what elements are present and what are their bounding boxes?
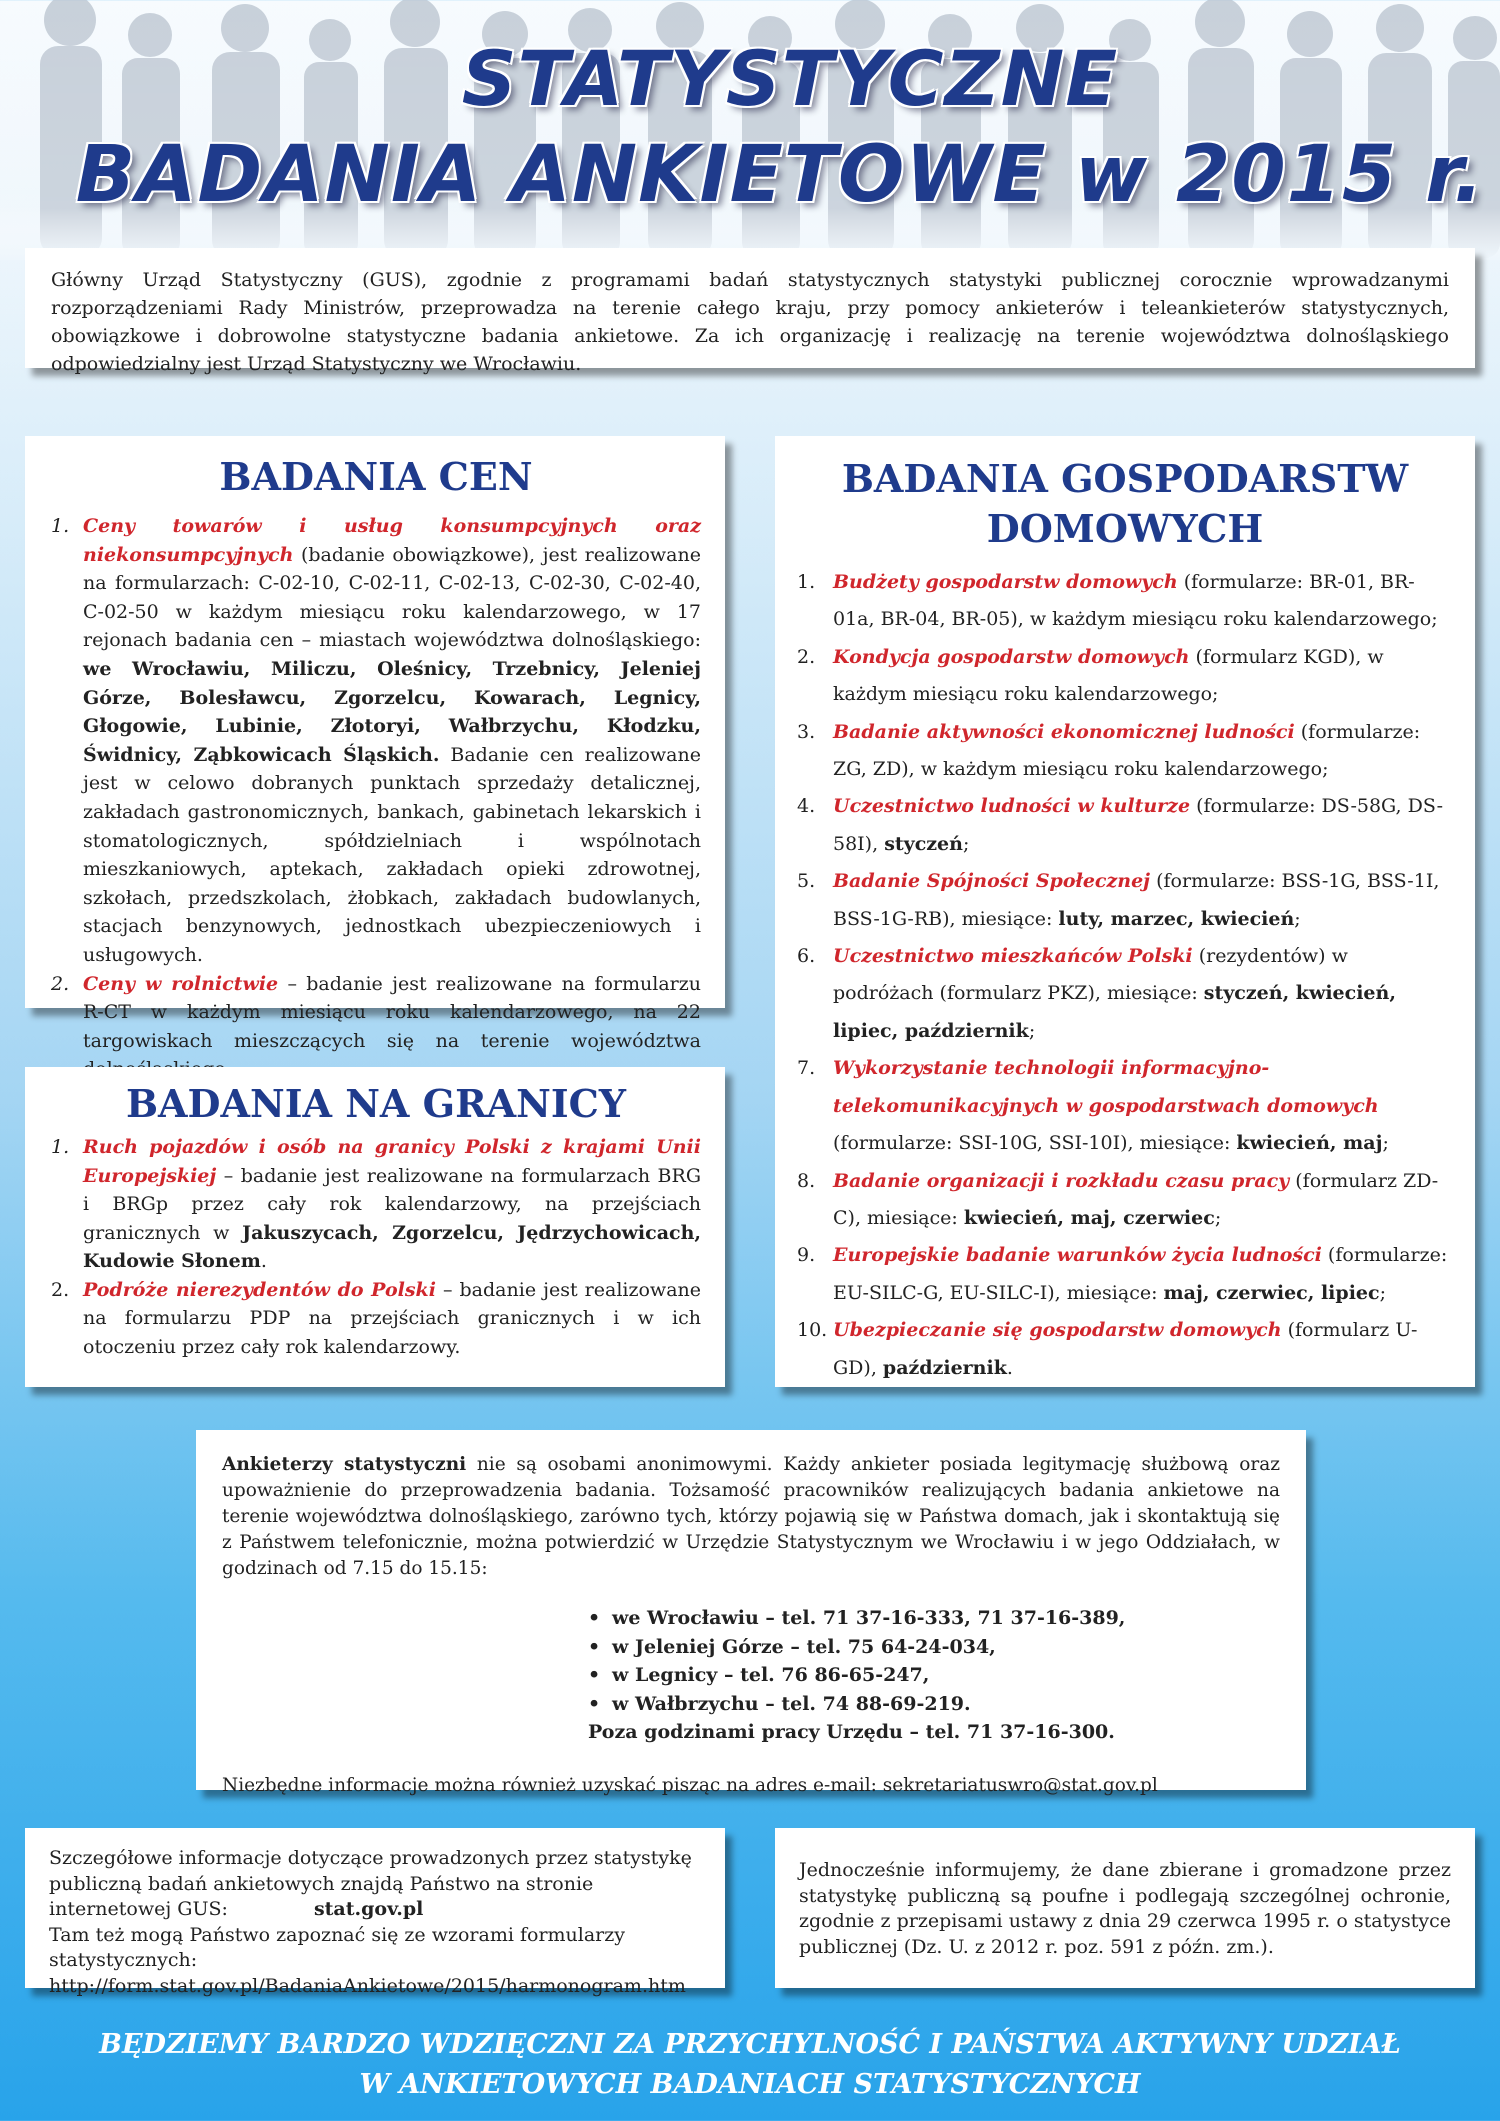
list-item bbox=[797, 938, 1453, 1050]
survey-description: – badanie jest realizowane na formularzu PDP na przejściach granicznych i w ich otoczeniu przez cały rok kalendarzowy. bbox=[83, 1278, 702, 1358]
list-item-number: 5. bbox=[797, 870, 816, 893]
ankieterzy-lead: Ankieterzy statystyczni bbox=[222, 1454, 467, 1475]
survey-description: (formularz ZD-C), miesiące: bbox=[833, 1169, 1439, 1229]
survey-months: październik bbox=[882, 1356, 1007, 1379]
list-item-number: 10. bbox=[797, 1319, 828, 1342]
survey-months: luty, marzec, kwiecień bbox=[1058, 907, 1295, 930]
phone-contacts bbox=[588, 1604, 1280, 1747]
confidentiality-text: Jednocześnie informujemy, że dane zbierane i gromadzone przez statystykę publiczną są poufne i podlegają szczególnej ochronie, zgodnie z przepisami ustawy z dnia 29 czerwca 1995 r. o statystyce publicznej (Dz. U. z 2012 r. poz. 591 z późn. zm.). bbox=[799, 1859, 1451, 1958]
ankieterzy-text: nie są osobami anonimowymi. Każdy ankieter posiada legitymację służbową oraz upoważnienie do przeprowadzenia badania. Tożsamość pracowników realizujących badania ankietowe na terenie województwa dolnośląskiego, zarówno tych, którzy pojawią się w Państwa domach, jak i skontaktują się z Państwem telefonicznie, można potwierdzić w Urzędzie Statystycznym we Wrocławiu i w jego Oddziałach, w godzinach od 7.15 do 15.15: bbox=[222, 1454, 1280, 1579]
punctuation: ; bbox=[1382, 1132, 1389, 1155]
intro-text: Główny Urząd Statystyczny (GUS), zgodnie z programami badań statystycznych statystyki publicznej corocznie wprowadzanymi rozporządzeniami Rady Ministrów, przeprowadza na terenie całego kraju, przy pomocy ankieterów i teleankieterów statystycznych, obowiązkowe i dobrowolne statystyczne badania ankietowe. Za ich organizację i realizację na terenie województwa dolnośląskiego odpowiedzialny jest Urząd Statystyczny we Wrocławiu. bbox=[51, 269, 1449, 375]
survey-months: kwiecień, maj bbox=[1236, 1132, 1383, 1155]
punctuation: ; bbox=[1379, 1281, 1386, 1304]
website-info-text bbox=[49, 1846, 701, 1923]
survey-name: Europejskie badanie warunków życia ludności bbox=[833, 1244, 1322, 1267]
badania-na-granicy-heading: BADANIA NA GRANICY bbox=[125, 1081, 627, 1126]
list-item-number: 2. bbox=[51, 1278, 70, 1301]
survey-name: Kondycja gospodarstw domowych bbox=[833, 645, 1190, 668]
punctuation: . bbox=[260, 1250, 267, 1272]
phone-contact-item: • w Jeleniej Górze – tel. 75 64-24-034, bbox=[588, 1633, 1280, 1662]
list-item bbox=[797, 714, 1453, 789]
survey-name: Budżety gospodarstw domowych bbox=[833, 571, 1178, 593]
badania-gospodarstw-domowych-heading: BADANIA GOSPODARSTW DOMOWYCH bbox=[841, 456, 1409, 551]
survey-description: (formularze: EU-SILC-G, EU-SILC-I), miesiące: bbox=[833, 1244, 1448, 1304]
badania-cen-box bbox=[25, 436, 725, 1052]
intro-box bbox=[25, 248, 1475, 375]
survey-description-cont: Badanie cen realizowane jest w celowo dobranych punktach sprzedaży detalicznej, zakładach gastronomicznych, bankach, gabinetach lekarskich i stomatologicznych, spółdzielniach i wspólnotach mieszkaniowych, aptekach, zakładach opieki zdrowotnej, szkołach, przedszkolach, żłobkach, zakładach budowlanych, stacjach benzynowych, jednostkach ubezpieczeniowych i usługowych. bbox=[83, 743, 701, 966]
list-item-number: 4. bbox=[797, 795, 816, 818]
survey-description: – badanie jest realizowane na formularzach BRG i BRGp przez cały rok kalendarzowy, na przejściach granicznych w bbox=[83, 1164, 701, 1244]
forms-info-line: Tam też mogą Państwo zapoznać się ze wzorami formularzy statystycznych: bbox=[49, 1923, 626, 1971]
email-contact-line: Niezbędne informacje można również uzyskać pisząc na adres e-mail: sekretariatuswro@stat.gov.pl bbox=[222, 1774, 1158, 1796]
list-item-number: 3. bbox=[797, 720, 816, 743]
cities-list: we Wrocławiu, Miliczu, Oleśnicy, Trzebnicy, Jeleniej Górze, Bolesławcu, Zgorzelcu, Kowarach, Legnicy, Głogowie, Lubinie, Złotoryi, Wałbrzychu, Kłodzku, Świdnicy, Ząbkowicach Śląskich. bbox=[83, 657, 701, 766]
border-crossings-list: Jakuszycach, Zgorzelcu, Jędrzychowicach, Kudowie Słonem bbox=[83, 1221, 701, 1272]
list-item bbox=[797, 863, 1453, 938]
punctuation: . bbox=[1006, 1356, 1013, 1379]
footer-thanks-line-1: BĘDZIEMY BARDZO WDZIĘCZNI ZA PRZYCHYLNOŚĆ I PAŃSTWA AKTYWNY UDZIAŁ bbox=[99, 2029, 1401, 2060]
survey-name: Ceny w rolnictwie bbox=[83, 972, 279, 995]
list-item-number: 6. bbox=[797, 945, 816, 968]
list-item bbox=[797, 564, 1453, 639]
list-item bbox=[51, 1276, 701, 1362]
list-item-number: 2. bbox=[51, 972, 70, 995]
punctuation: ; bbox=[1028, 1019, 1036, 1042]
survey-months: kwiecień, maj, czerwiec bbox=[963, 1206, 1215, 1229]
badania-na-granicy-box bbox=[25, 1067, 725, 1387]
phone-contact-item: • w Wałbrzychu – tel. 74 88-69-219. bbox=[588, 1690, 1280, 1719]
website-link[interactable]: stat.gov.pl bbox=[313, 1898, 424, 1920]
forms-url-link[interactable]: http://form.stat.gov.pl/BadaniaAnkietowe/2015/harmonogram.htm bbox=[49, 1974, 686, 1997]
survey-name: Uczestnictwo ludności w kulturze bbox=[833, 795, 1191, 818]
ankieterzy-paragraph bbox=[222, 1452, 1280, 1582]
list-item bbox=[797, 1237, 1453, 1312]
confidentiality-info-box bbox=[775, 1828, 1475, 1988]
badania-na-granicy-list bbox=[51, 1133, 701, 1361]
poster-title-line-2: BADANIA ANKIETOWE w 2015 r. bbox=[75, 130, 1485, 220]
survey-description: (formularze: SSI-10G, SSI-10I), miesiące: bbox=[833, 1132, 1237, 1155]
list-item bbox=[51, 1133, 701, 1276]
survey-description: (formularze: DS-58G, DS-58I), bbox=[833, 795, 1443, 855]
punctuation: ; bbox=[1214, 1206, 1222, 1229]
survey-description: (formularz U-GD), bbox=[833, 1319, 1418, 1379]
badania-gospodarstw-domowych-box bbox=[775, 436, 1475, 1387]
list-item-number: 2. bbox=[797, 645, 816, 668]
survey-name: Ubezpieczanie się gospodarstw domowych bbox=[833, 1319, 1282, 1342]
list-item bbox=[797, 1050, 1453, 1162]
survey-name: Podróże nierezydentów do Polski bbox=[83, 1278, 436, 1301]
badania-cen-list bbox=[51, 512, 701, 1084]
survey-name: Wykorzystanie technologii informacyjno-telekomunikacyjnych w gospodarstwach domowych bbox=[833, 1057, 1379, 1117]
website-info-line: Szczegółowe informacje dotyczące prowadzonych przez statystykę publiczną badań ankietowych znajdą Państwo na stronie internetowej GUS: bbox=[49, 1847, 692, 1920]
punctuation: ; bbox=[962, 832, 970, 855]
survey-description: (formularze: ZG, ZD), w każdym miesiącu roku kalendarzowego; bbox=[833, 720, 1421, 781]
list-item-number: 7. bbox=[797, 1057, 816, 1080]
phone-contact-item: • we Wrocławiu – tel. 71 37-16-333, 71 37-16-389, bbox=[588, 1604, 1280, 1633]
survey-description: (formularze: BR-01, BR-01a, BR-04, BR-05), w każdym miesiącu roku kalendarzowego; bbox=[833, 571, 1438, 631]
list-item bbox=[797, 1163, 1453, 1238]
survey-name: Ceny towarów i usług konsumpcyjnych oraz niekonsumpcyjnych bbox=[83, 515, 701, 566]
list-item-number: 9. bbox=[797, 1244, 816, 1267]
survey-description: (badanie obowiązkowe), jest realizowane na formularzach: C-02-10, C-02-11, C-02-13, C-02-30, C-02-40, C-02-50 w każdym miesiącu roku kalendarzowego, w 17 rejonach badania cen – miastach województwa dolnośląskiego: bbox=[83, 543, 701, 652]
survey-name: Badanie Spójności Społecznej bbox=[833, 870, 1151, 893]
survey-description: (formularze: BSS-1G, BSS-1I, BSS-1G-RB), miesiące: bbox=[833, 870, 1440, 930]
survey-name: Uczestnictwo mieszkańców Polski bbox=[833, 945, 1193, 968]
survey-description: (rezydentów) w podróżach (formularz PKZ), miesiące: bbox=[833, 945, 1348, 1005]
survey-name: Ruch pojazdów i osób na granicy Polski z krajami Unii Europejskiej bbox=[83, 1136, 701, 1187]
survey-months: maj, czerwiec, lipiec bbox=[1163, 1281, 1380, 1304]
survey-months: styczeń, kwiecień, lipiec, październik bbox=[833, 982, 1396, 1042]
list-item-number: 1. bbox=[51, 1136, 70, 1158]
phone-contact-item: • w Legnicy – tel. 76 86-65-247, bbox=[588, 1661, 1280, 1690]
ankieterzy-info-box bbox=[196, 1430, 1306, 1796]
list-item bbox=[797, 788, 1453, 863]
survey-description: – badanie jest realizowane na formularzu R-CT w każdym miesiącu roku kalendarzowego, na 22 targowiskach mieszczących się na terenie województwa bbox=[83, 972, 701, 1052]
survey-description: (formularz KGD), w każdym miesiącu roku kalendarzowego; bbox=[833, 645, 1384, 706]
badania-gospodarstw-list bbox=[797, 564, 1453, 1387]
footer-thanks-line-2: W ANKIETOWYCH BADANIACH STATYSTYCZNYCH bbox=[359, 2069, 1141, 2100]
list-item bbox=[51, 512, 701, 970]
website-info-box bbox=[25, 1828, 725, 1997]
list-item-number: 1. bbox=[51, 515, 70, 537]
survey-months: styczeń bbox=[884, 832, 963, 855]
punctuation: ; bbox=[1294, 907, 1301, 930]
survey-name: Badanie organizacji i rozkładu czasu pracy bbox=[833, 1169, 1290, 1192]
list-item-number: 1. bbox=[797, 571, 816, 593]
list-item bbox=[797, 1312, 1453, 1387]
list-item bbox=[797, 639, 1453, 714]
list-item-number: 8. bbox=[797, 1169, 816, 1192]
survey-name: Badanie aktywności ekonomicznej ludności bbox=[833, 720, 1295, 743]
poster-title-line-1: STATYSTYCZNE bbox=[461, 34, 1119, 123]
after-hours-phone: Poza godzinami pracy Urzędu – tel. 71 37-16-300. bbox=[588, 1721, 1115, 1743]
badania-cen-heading: BADANIA CEN bbox=[219, 454, 533, 499]
